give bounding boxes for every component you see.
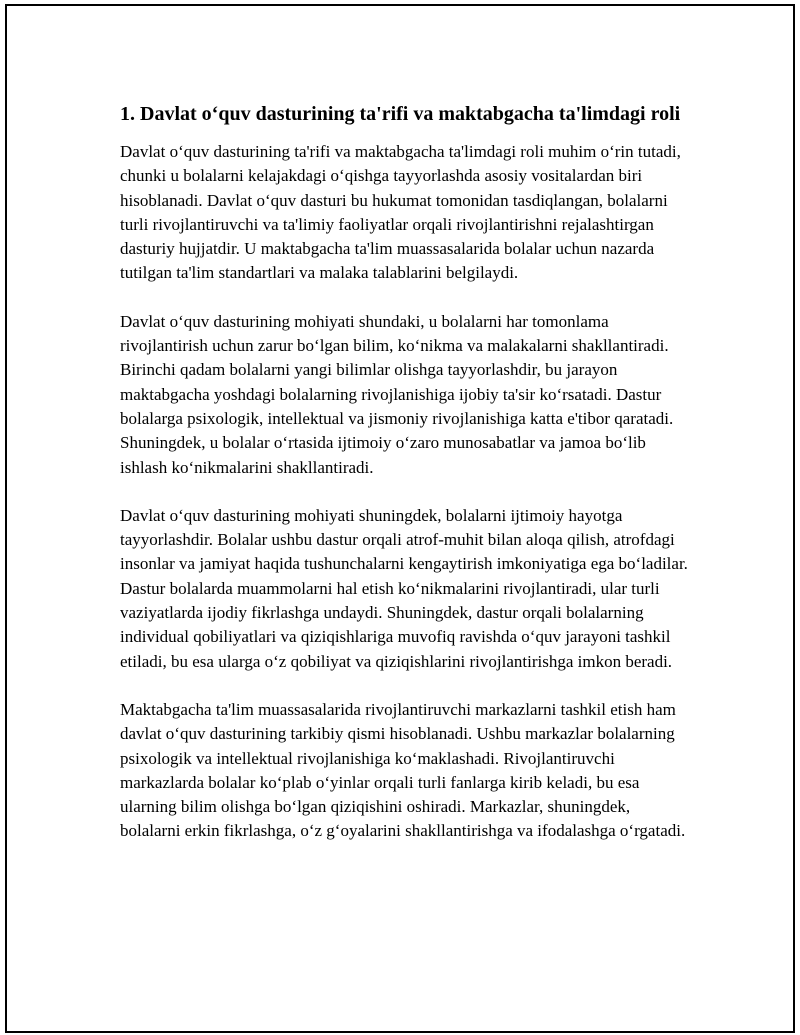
paragraph-1: Davlat o‘quv dasturining ta'rifi va maktabgacha ta'limdagi roli muhim o‘rin tutadi, chunki u bolalarni kelajakdagi o‘qishga tayyorlashda asosiy vositalardan biri hisoblanadi. Davlat o‘quv dasturi bu hukumat tomonidan tasdiqlangan, bolalarni turli rivojlantiruvchi va ta'limiy faoliyatlar orqali rivojlantirishni rejalashtirgan dasturiy hujjatdir. U maktabgacha ta'lim muassasalarida bolalar uchun nazarda tutilgan ta'lim standartlari va malaka talablarini belgilaydi. xyxy=(120,142,681,283)
document-body xyxy=(120,100,688,868)
paragraph-4: Maktabgacha ta'lim muassasalarida rivojlantiruvchi markazlarni tashkil etish ham davlat o‘quv dasturining tarkibiy qismi hisoblanadi. Ushbu markazlar bolalarning psixologik va intellektual rivojlanishiga ko‘maklashadi. Rivojlantiruvchi markazlarda bolalar ko‘plab o‘yinlar orqali turli fanlarga kirib keladi, bu esa ularning bilim olishga bo‘lgan qiziqishini oshiradi. Markazlar, shuningdek, bolalarni erkin fikrlashga, o‘z g‘oyalarini shakllantirishga va ifodalashga o‘rgatadi. xyxy=(120,699,686,841)
paragraph-2: Davlat o‘quv dasturining mohiyati shundaki, u bolalarni har tomonlama rivojlantirish uchun zarur bo‘lgan bilim, ko‘nikma va malakalarni shakllantiradi. Birinchi qadam bolalarni yangi bilimlar olishga tayyorlashdir, bu jarayon maktabgacha yoshdagi bolalarning rivojlanishiga ijobiy ta'sir ko‘rsatadi. Dastur bolalarga psixologik, intellektual va jismoniy rivojlanishiga katta e'tibor qaratadi. Shuningdek, u bolalar o‘rtasida ijtimoiy o‘zaro munosabatlar va jamoa bo‘lib ishlash ko‘nikmalarini shakllantiradi. xyxy=(120,311,674,477)
section-heading: 1. Davlat o‘quv dasturining ta'rifi va maktabgacha ta'limdagi roli xyxy=(120,103,681,125)
paragraph-3: Davlat o‘quv dasturining mohiyati shuningdek, bolalarni ijtimoiy hayotga tayyorlashdir. Bolalar ushbu dastur orqali atrof-muhit bilan aloqa qilish, atrofdagi insonlar va jamiyat haqida tushunchalarni kengaytirish imkoniyatiga ega bo‘ladilar. Dastur bolalarda muammolarni hal etish ko‘nikmalarini rivojlantiradi, ular turli vaziyatlarda ijodiy fikrlashga undaydi. Shuningdek, dastur orqali bolalarning individual qobiliyatlari va qiziqishlariga muvofiq ravishda o‘quv jarayoni tashkil etiladi, bu esa ularga o‘z qobiliyat va qiziqishlarini rivojlantirishga imkon beradi. xyxy=(120,505,688,671)
page-frame xyxy=(5,4,795,1033)
